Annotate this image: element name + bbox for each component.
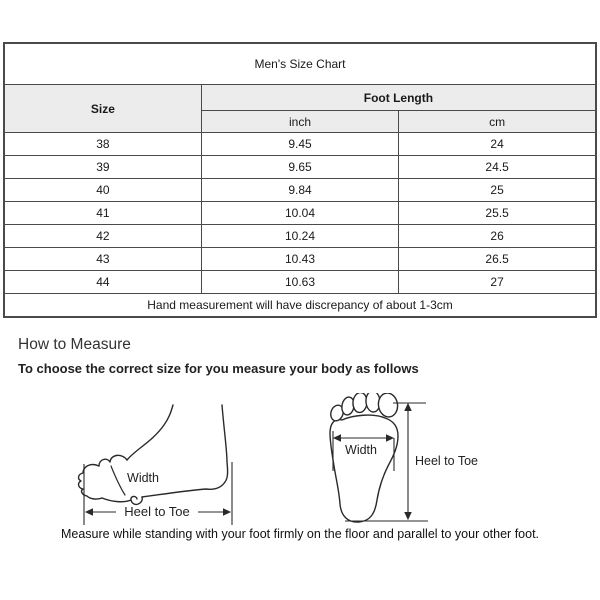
cm-value: 24.5: [399, 156, 596, 179]
table-row: [4, 248, 596, 271]
cm-value: 24: [399, 133, 596, 156]
how-to-measure-subheading: To choose the correct size for you measure your body as follows: [18, 361, 419, 376]
foot-sole-view-diagram: [325, 393, 485, 528]
inch-value: 9.84: [201, 179, 398, 202]
chart-title: Men's Size Chart: [4, 43, 596, 85]
inch-value: 10.04: [201, 202, 398, 225]
inch-value: 9.65: [201, 156, 398, 179]
inch-value: 9.45: [201, 133, 398, 156]
size-value: 41: [4, 202, 201, 225]
table-row: [4, 133, 596, 156]
cm-value: 26.5: [399, 248, 596, 271]
how-to-measure-heading: How to Measure: [18, 336, 131, 353]
sole-width-label: Width: [345, 443, 377, 457]
side-width-label: Width: [127, 471, 159, 485]
size-value: 42: [4, 225, 201, 248]
column-header-inch: inch: [201, 111, 398, 133]
size-chart-table: [3, 42, 597, 318]
cm-value: 25: [399, 179, 596, 202]
cm-value: 25.5: [399, 202, 596, 225]
sole-heel-to-toe-label: Heel to Toe: [415, 454, 479, 468]
inch-value: 10.24: [201, 225, 398, 248]
size-value: 38: [4, 133, 201, 156]
table-row: [4, 225, 596, 248]
inch-value: 10.63: [201, 271, 398, 294]
table-row: [4, 179, 596, 202]
size-value: 44: [4, 271, 201, 294]
column-header-size: Size: [4, 85, 201, 133]
big-toe: [377, 393, 400, 418]
cm-value: 27: [399, 271, 596, 294]
table-row: [4, 202, 596, 225]
measurement-disclaimer: Hand measurement will have discrepancy of about 1-3cm: [4, 294, 596, 318]
table-row: [4, 156, 596, 179]
table-row: [4, 271, 596, 294]
column-header-foot-length: Foot Length: [201, 85, 596, 111]
cm-value: 26: [399, 225, 596, 248]
column-header-cm: cm: [399, 111, 596, 133]
size-value: 39: [4, 156, 201, 179]
foot-side-view-diagram: [70, 392, 240, 527]
size-value: 43: [4, 248, 201, 271]
size-value: 40: [4, 179, 201, 202]
inch-value: 10.43: [201, 248, 398, 271]
measuring-instruction: Measure while standing with your foot firmly on the floor and parallel to your other foot.: [60, 527, 540, 541]
side-heel-to-toe-label: Heel to Toe: [124, 504, 190, 519]
